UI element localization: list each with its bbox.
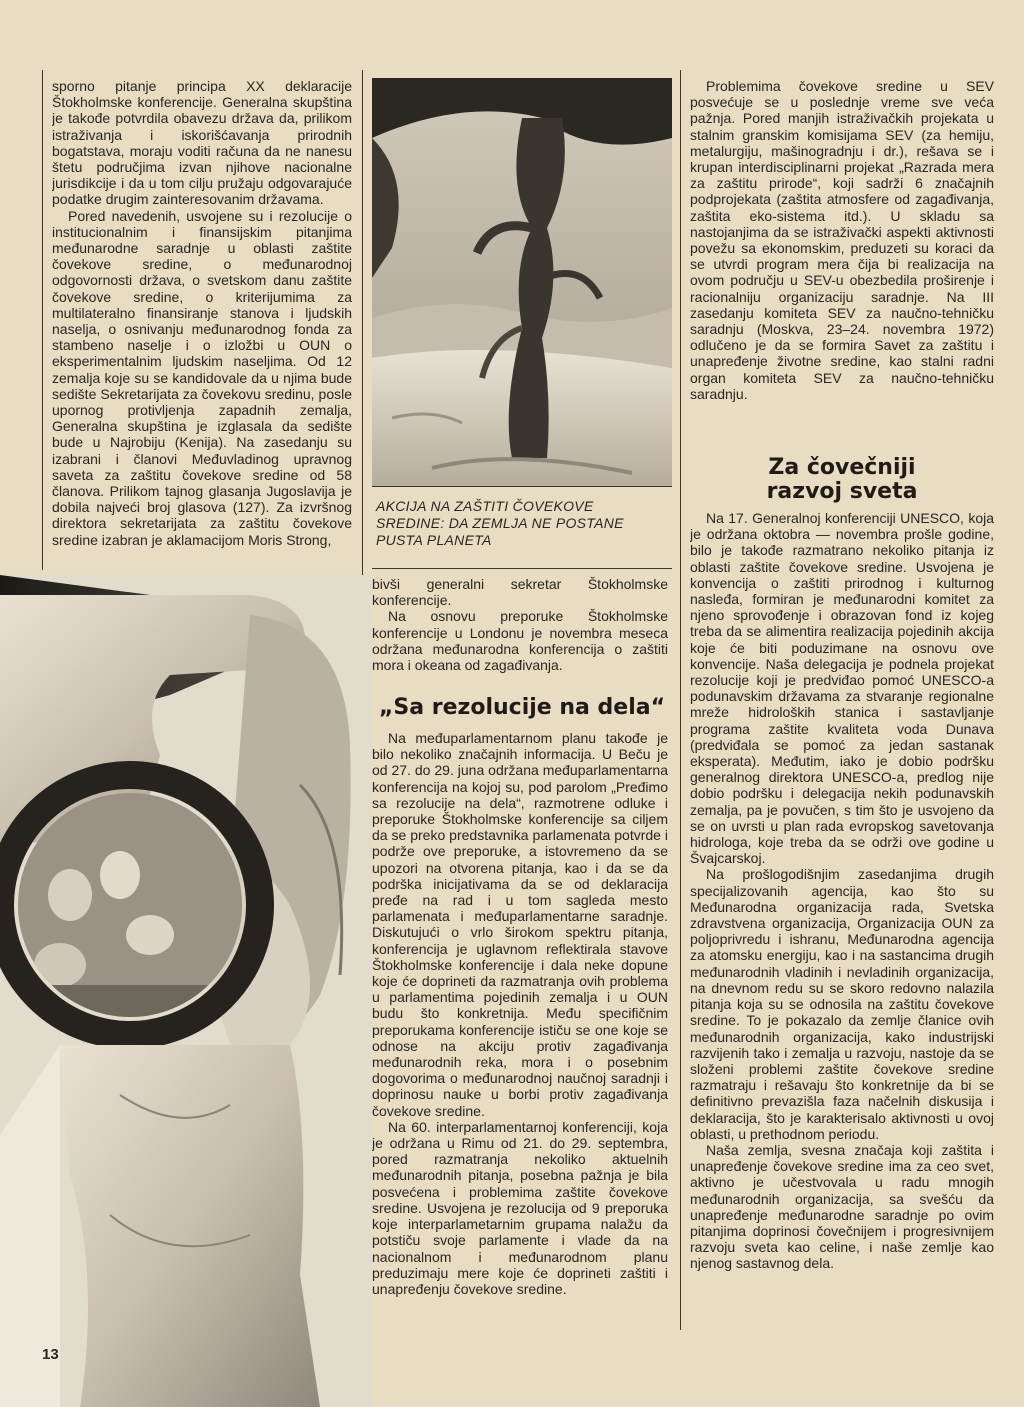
paragraph: Problemima čovekove sredine u SEV posvećuje se u poslednje vreme sve veća pažnja. Pored manjih istraživačkih projekata u stalnim granskim komisijama SEV (za hemiju, metalurgiju, mašinogradnju i dr.), rešava se i krupan interdisciplinarni projekat „Razrada mera za zaštitu prirode“, koji sadrži 6 značajnih podprojekata (zaštita atmosfere od zagađivanja, zaštita eko-sistema itd.). U skladu sa nastojanjima da se istraživački aspekti aktivnosti povežu sa ekonomskim, preduzeti su koraci da se utvrdi program mera čija bi realizacija na ovom području u SEV-u obezbedila proširenje i racionalniju organizaciju saradnje. Na III zasedanju komiteta SEV za naučno-tehničku saradnju (Moskva, 23–24. novembra 1972) odlučeno je da se formira Savet za zaštitu i unapređenje životne sredine, kao stalni radni organ komiteta SEV za naučno-tehničku saradnju. — [690, 78, 994, 402]
paragraph: bivši generalni sekretar Štokholmske konferencije. — [372, 576, 668, 609]
paragraph: Na 60. interparlamentarnoj konferenciji, koja je održana u Rimu od 21. do 29. septembra, pored razmatranja nekoliko aktuelnih međunarodnih pitanja, posebna pažnja je bila posvećena i problemima zaštite čovekove sredine. Usvojena je rezolucija od 9 preporuka koje interparlametarnim grupama nalažu da potstiču svoje parlamente i vlade da na nacionalnom i međunarodnom planu preduzimaju mere koje će doprineti zaštiti i unapređenju čovekove sredine. — [372, 1118, 668, 1297]
middle-column-section — [372, 730, 668, 1330]
paragraph: sporno pitanje principa XX deklaracije Štokholmske konferencije. Generalna skupština je takođe potvrdila obavezu država da, prilikom istraživanja i iskorišćavanja prirodnih bogatstava, moraju voditi računa da ne nanesu štetu područjima izvan njihove nacionalne jurisdikcije i da u tom cilju pružaju odgovarajuće podatke drugim zainteresovanim državama. — [52, 78, 352, 208]
paragraph: Na osnovu preporuke Štokholmske konferencije u Londonu je novembra meseca održana međunarodna konferencija o zaštiti mora i okeana od zagađivanja. — [372, 608, 668, 674]
photo-border — [372, 486, 672, 487]
photo-caption: AKCIJA NA ZAŠTITI ČOVEKOVE SREDINE: DA ZEMLJA NE POSTANE PUSTA PLANETA — [376, 498, 624, 548]
left-column — [52, 78, 352, 578]
paragraph: Na 17. Generalnoj konferenciji UNESCO, koja je održana oktobra — novembra prošle godine, bilo je takođe razmatrano nekoliko pitanja iz oblasti zaštite čovekove sredine. Usvojena je konvencija o zaštiti prirodnog i kulturnog nasleđa, formiran je međunarodni komitet za njeno sprovođenje i obrazovan fond iz kojeg treba da se alimentira realizacija pojedinih akcija koje će biti poduzimane na osnovu ove konvencije. Naša delegacija je podnela projekat rezolucije koji je predviđao pomoć UNESCO-a podunavskim državama za stvaranje regionalne mreže hidroloških stanica i sastavljanje programa zaštite kvaliteta voda Dunava (predviđala se pomoć za jedan sastanak eksperata). Međutim, iako je dobio podršku generalnog direktora UNESCO-a, predlog nije dobio podršku i delegacija nekih podunavskih zemalja, pa je povučen, s tim što je usvojeno da se on uvrsti u plan rada evropskog savetovanja hidrologa, koje treba da se održi ove godine u Švajcarskoj. — [690, 510, 994, 867]
column-rule — [680, 70, 681, 1330]
section-heading-covecniji — [690, 456, 994, 504]
right-column-section — [690, 510, 994, 1330]
page-number: 13 — [42, 1346, 59, 1363]
column-rule — [362, 70, 363, 640]
heading-line: Za čovečniji — [768, 455, 916, 480]
section-heading-rezolucije: „Sa rezolucije na dela“ — [378, 695, 666, 720]
hand-illustration — [0, 575, 372, 1407]
desert-photo — [372, 78, 672, 486]
paragraph: Naša zemlja, svesna značaja koji zaštita i unapređenje čovekove sredine ima za ceo svet, aktivno je učestvovala u radu mnogih međunarodnih organizacija, sa svešću da unapređenje međunarodne saradnje po ovim pitanjima doprinosi čovečnijem i progresivnijem razvoju sveta kao celine, i naše zemlje kao njenog sastavnog dela. — [690, 1141, 994, 1272]
column-rule — [42, 70, 43, 570]
heading-line: razvoj sveta — [766, 479, 918, 504]
paragraph: Na međuparlamentarnom planu takođe je bilo nekoliko značajnih informacija. U Beču je od 27. do 29. juna održana međuparlamentarna konferencija na kojoj su, pod parolom „Pređimo sa rezolucije na dela“, razmotrene odluke i preporuke Štokholmske konferencije sa ciljem da se preko predstavnika parlamenata potvrde i podrže ove preporuke, a istovremeno da se upozori na otvorena pitanja, kao i da se da podrška inicijativama da se od deklaracija pređe na rad i u tom sagleda mesto parlamenata i međuparlamentarne saradnje. Diskutujući o vrlo širokom spektru pitanja, konferencija je uglavnom reflektirala stavove Štokholmske konferencije i dala neke dopune koje će doprineti da razmatranja ovih problema u parlamentima pojedinih zemalja i u OUN budu što konkretnija. Među specifičnim preporukama konferencije ističu se one koje se odnose na akciju protiv zagađivanja međunarodnih reka, mora i o posebnim dogovorima o međunarodnoj naučnoj saradnji i doprinosu nauke u borbi protiv zagađivanja čovekove sredine. — [372, 730, 668, 1119]
caption-rule — [372, 568, 672, 569]
paragraph: Na prošlogodišnjim zasedanjima drugih specijalizovanih agencija, kao što su Međunarodna organizacija rada, Svetska zdravstvena organizacija, Organizacija OUN za poljoprivredu i ishranu, Međunarodna agencija za atomsku energiju, kao i na sastancima drugih međunarodnih vladinih i nevladinih organizacija, na dnevnom redu su se skoro redovno nalazila pitanja koja su se odnosila na zaštitu čovekove sredine. To je pokazalo da zemlje članice ovih međunarodnih organizacija, kako industrijski razvijenih tako i zemalja u razvoju, nastoje da se složeni problemi zaštite čovekove sredine razmatraju i rešavaju što konkretnije da bi se definitivno prevazišla faza načelnih diskusija i deklaracija, što je karakterisalo aktivnosti u ovoj oblasti, u prethodnom periodu. — [690, 866, 994, 1142]
middle-column-intro — [372, 576, 668, 680]
paragraph: Pored navedenih, usvojene su i rezolucije o institucionalnim i finansijskim pitanjima međunarodne saradnje u oblasti zaštite čovekove sredine, o međunarodnoj odgovornosti država, o svetskom danu zaštite čovekove sredine, o kriterijumima za multilateralno finansiranje stanova i ljudskih naselja, o osnivanju međunarodnog fonda za stambeno naselje i o izložbi u OUN o eksperimentalnim ljudskim naseljima. Od 12 zemalja koje su se kandidovale da u njima bude sedište Sekretarijata za čovekovu sredinu, posle upornog protivljenja zapadnih zemalja, Generalna skupština je izglasala da sedište bude u Najrobiju (Kenija). Na zasedanju su izabrani i članovi Međuvladinog upravnog saveta za zaštitu čovekove sredine od 58 članova. Prilikom tajnog glasanja Jugoslavija je dobila najveći broj glasova (127). Za izvršnog direktora sekretarijata za zaštitu čovekove sredine izabran je aklamacijom Moris Strong, — [52, 207, 352, 548]
right-column-intro — [690, 78, 994, 448]
